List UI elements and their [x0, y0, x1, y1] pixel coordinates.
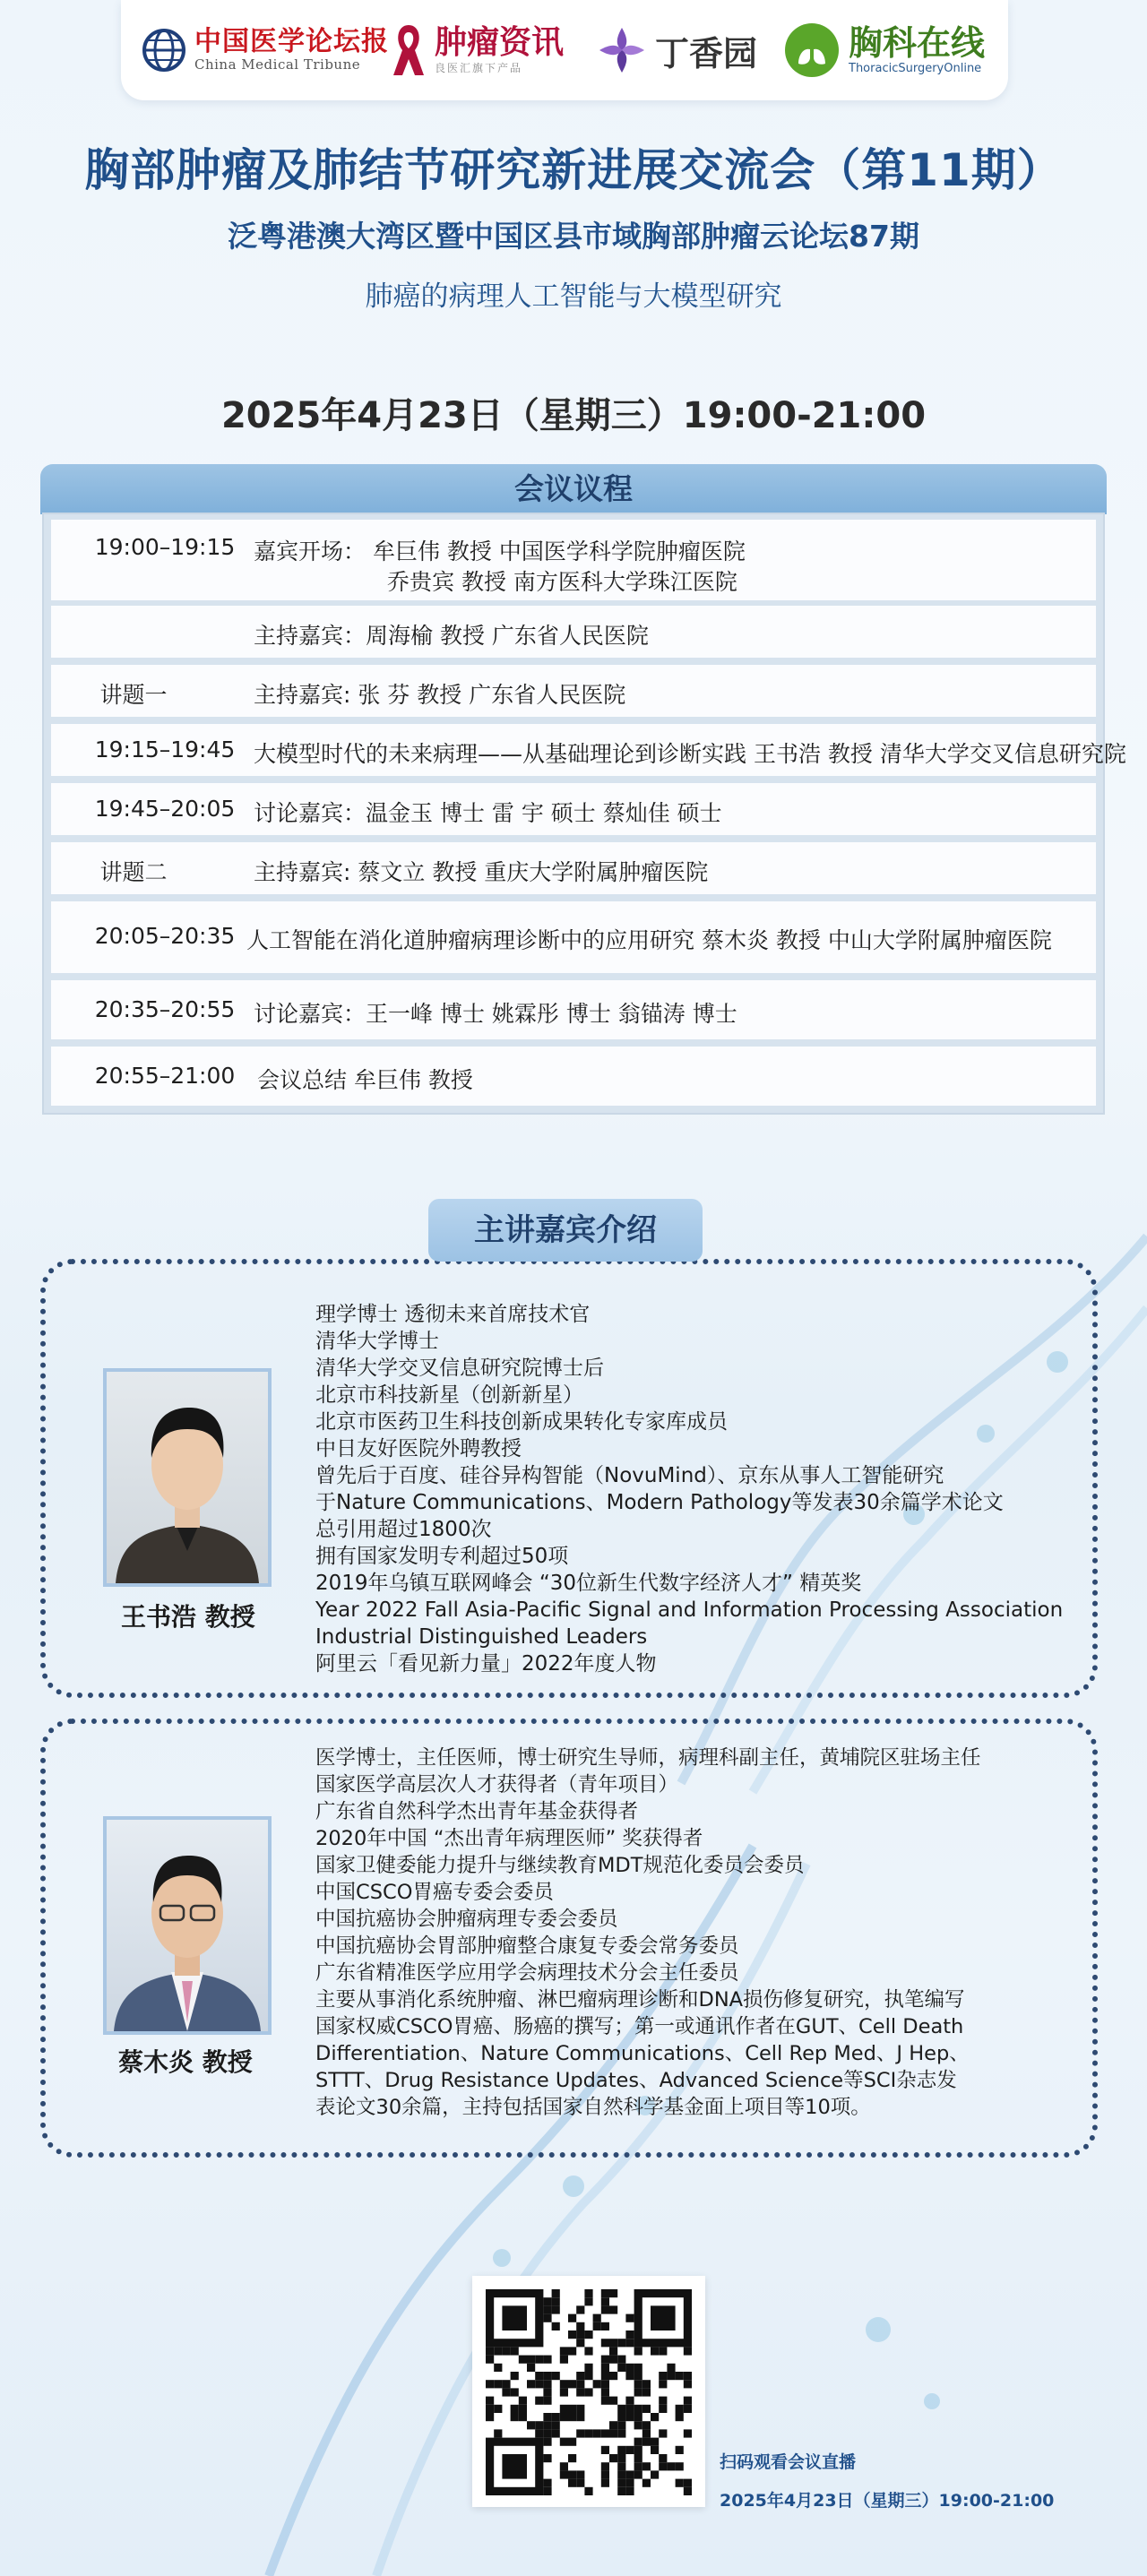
speakers-title: 主讲嘉宾介绍	[428, 1199, 703, 1262]
xkzx-logo-sub: ThoracicSurgeryOnline	[849, 61, 982, 75]
dxy-logo-name: 丁香园	[655, 33, 758, 73]
agenda-row	[51, 1047, 1096, 1106]
bio-line: 中国抗癌协会胃部肿瘤整合康复专委会常务委员	[315, 1934, 739, 1958]
bio-line: 中日友好医院外聘教授	[315, 1437, 522, 1460]
bio-line: 北京市医药卫生科技创新成果转化专家库成员	[315, 1410, 728, 1434]
bio-line: STTT、Drug Resistance Updates、Advanced Science等SCI杂志发	[315, 2069, 957, 2092]
bio-line: 表论文30余篇，主持包括国家自然科学基金面上项目等10项。	[315, 2096, 871, 2119]
bio-line: 清华大学博士	[315, 1330, 439, 1353]
portrait-silhouette-icon	[107, 1372, 268, 1583]
portrait-silhouette-icon	[107, 1820, 268, 2031]
agenda-content: 讨论嘉宾：王一峰 博士 姚霖彤 博士 翁锚涛 博士	[254, 1001, 737, 1027]
xkzx-logo	[784, 18, 985, 82]
clove-flower-icon	[596, 24, 648, 76]
agenda-content: 人工智能在消化道肿瘤病理诊断中的应用研究 蔡木炎 教授 中山大学附属肿瘤医院	[246, 927, 1052, 953]
speaker-bio-cai	[315, 1745, 1059, 2121]
agenda-title: 会议议程	[40, 464, 1107, 514]
agenda-time: 19:00–19:15	[94, 534, 236, 560]
agenda-row	[51, 606, 1096, 658]
agenda-time: 19:45–20:05	[94, 796, 236, 822]
qr-datetime: 2025年4月23日（星期三）19:00-21:00	[720, 2491, 1055, 2511]
agenda-row	[51, 842, 1096, 894]
bio-line: 中国抗癌协会肿瘤病理专委会委员	[315, 1908, 618, 1931]
zlzx-logo	[390, 18, 564, 82]
event-title: 胸部肿瘤及肺结节研究新进展交流会（第11期）	[84, 144, 1063, 196]
agenda-time: 19:15–19:45	[94, 737, 236, 762]
bio-line: 主要从事消化系统肿瘤、淋巴瘤病理诊断和DNA损伤修复研究，执笔编写	[315, 1988, 965, 2012]
bio-line: 广东省自然科学杰出青年基金获得者	[315, 1800, 639, 1823]
agenda-time: 20:35–20:55	[94, 996, 236, 1022]
event-topic: 肺癌的病理人工智能与大模型研究	[365, 280, 782, 313]
cmt-logo-sub: China Medical Tribune	[194, 56, 361, 73]
speaker-photo-wang	[103, 1368, 272, 1587]
live-stream-qr-code[interactable]	[472, 2276, 705, 2507]
agenda-row	[51, 520, 1096, 600]
ribbon-icon	[390, 22, 427, 79]
agenda-content: 大模型时代的未来病理——从基础理论到诊断实践 王书浩 教授 清华大学交叉信息研究院	[254, 741, 1126, 767]
bio-line: 拥有国家发明专利超过50项	[315, 1545, 569, 1568]
bio-line: 清华大学交叉信息研究院博士后	[315, 1357, 604, 1380]
cmt-logo-name: 中国医学论坛报	[194, 26, 389, 57]
agenda-row	[51, 783, 1096, 835]
xkzx-logo-name: 胸科在线	[849, 22, 986, 63]
bio-line: 广东省精准医学应用学会病理技术分会主任委员	[315, 1961, 739, 1985]
bio-line: 曾先后于百度、硅谷异构智能（NovuMind）、京东从事人工智能研究	[315, 1464, 944, 1487]
agenda-time: 20:55–21:00	[94, 1063, 236, 1089]
bio-line: Industrial Distinguished Leaders	[315, 1625, 648, 1649]
agenda-content: 主持嘉宾：周海榆 教授 广东省人民医院	[254, 623, 649, 649]
dxy-logo	[596, 18, 757, 82]
globe-icon	[141, 27, 187, 73]
zlzx-logo-sub: 良医汇旗下产品	[435, 62, 523, 74]
agenda-content: 嘉宾开场： 牟巨伟 教授 中国医学科学院肿瘤医院	[254, 538, 746, 564]
bio-line: 国家卫健委能力提升与继续教育MDT规范化委员会委员	[315, 1854, 805, 1877]
speaker-name-wang: 王书浩 教授	[121, 1602, 255, 1632]
speaker-bio-wang	[315, 1301, 1064, 1677]
agenda-row	[51, 724, 1126, 776]
bio-line: 理学博士 透彻未来首席技术官	[315, 1303, 591, 1326]
bio-line: 北京市科技新星（创新新星）	[315, 1383, 583, 1407]
bio-line: 国家权威CSCO胃癌、肠癌的撰写；第一或通讯作者在GUT、Cell Death	[315, 2015, 964, 2038]
bio-line: 2019年乌镇互联网峰会 “30位新生代数字经济人才” 精英奖	[315, 1572, 862, 1595]
cmt-logo	[141, 18, 389, 82]
bio-line: 2020年中国 “杰出青年病理医师” 奖获得者	[315, 1827, 703, 1850]
sponsor-logo-bar	[121, 0, 1008, 100]
bio-line: 于Nature Communications、Modern Pathology等发表30余篇学术论文	[315, 1491, 1004, 1514]
agenda-table	[42, 513, 1126, 1115]
agenda-time: 20:05–20:35	[94, 923, 236, 949]
event-subtitle: 泛粤港澳大湾区暨中国区县市域胸部肿瘤云论坛87期	[228, 219, 919, 254]
qr-code-icon	[472, 2276, 705, 2507]
bio-line: 医学博士，主任医师，博士研究生导师，病理科副主任，黄埔院区驻场主任	[315, 1746, 981, 1770]
bio-line: 总引用超过1800次	[315, 1518, 492, 1541]
zlzx-logo-name: 肿瘤资讯	[435, 24, 565, 61]
agenda-row	[51, 665, 1096, 717]
speaker-name-cai: 蔡木炎 教授	[118, 2047, 253, 2077]
agenda-row	[51, 901, 1096, 973]
bio-line: 阿里云「看见新力量」2022年度人物	[315, 1652, 657, 1676]
bio-line: 中国CSCO胃癌专委会委员	[315, 1881, 554, 1904]
event-datetime: 2025年4月23日（星期三）19:00-21:00	[220, 395, 927, 436]
agenda-content: 会议总结 牟巨伟 教授	[257, 1067, 473, 1093]
agenda-content: 主持嘉宾: 蔡文立 教授 重庆大学附属肿瘤医院	[254, 859, 709, 885]
speaker-photo-cai	[103, 1816, 272, 2035]
agenda-content: 讨论嘉宾：温金玉 博士 雷 宇 硕士 蔡灿佳 硕士	[254, 800, 722, 826]
bio-line: Differentiation、Nature Communications、Cell Rep Med、J Hep、	[315, 2042, 970, 2065]
agenda-row	[51, 980, 1096, 1039]
bio-line: 国家医学高层次人才获得者（青年项目）	[315, 1773, 679, 1796]
bio-line: Year 2022 Fall Asia-Pacific Signal and Information Processing Association	[315, 1598, 1064, 1622]
agenda-time: 讲题一	[99, 682, 168, 708]
agenda-content: 主持嘉宾: 张 芬 教授 广东省人民医院	[254, 682, 626, 708]
agenda-content-line2: 乔贵宾 教授 南方医科大学珠江医院	[387, 569, 737, 595]
lung-icon	[784, 22, 840, 78]
agenda-time: 讲题二	[99, 859, 168, 885]
qr-caption: 扫码观看会议直播	[720, 2452, 857, 2472]
